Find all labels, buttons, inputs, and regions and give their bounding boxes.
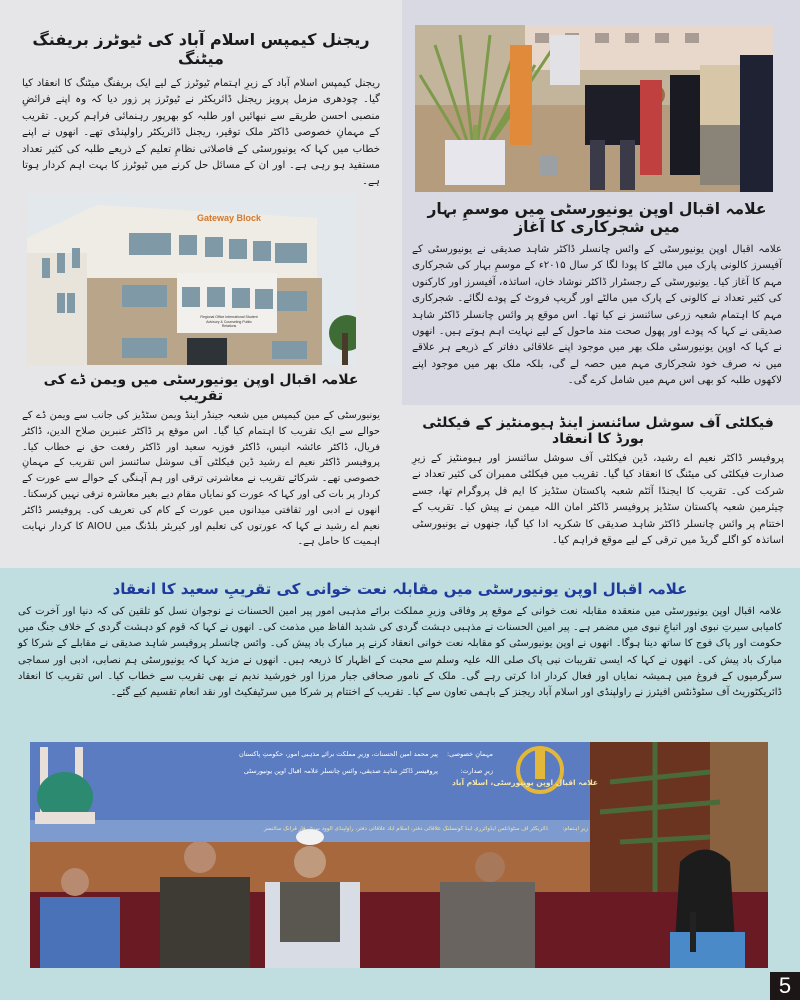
article-title: علامہ اقبال اوپن یونیورسٹی میں ویمن ڈے کی تقریب [43,372,359,404]
article-body: ریجنل کیمپس اسلام آباد کے زیرِ اہتمام ٹیوٹرز کے لیے ایک بریفنگ میٹنگ کا انعقاد کیا گیا۔ چودھری مزمل پرویز ریجنل ڈائریکٹر نے ٹیوٹرز پر زور دیا کہ وہ اپنے فرائضِ منصبی احسن طریقے سے نبھائیں اور طلبہ کو بھرپور رہنمائی فراہم کریں۔ تقریب کے مہمانِ خصوصی ڈاکٹر ملک توقیر، ریجنل ڈائریکٹر راولپنڈی تھے۔ انھوں نے اپنے خطاب میں کہا کہ یونیورسٹی کے فاصلاتی نظامِ تعلیم کے ذریعے طلبہ کی کثیر تعداد مستفید ہو رہی ہے۔ اور ان کے مسائل حل کرنے میں ٹیوٹرز کا بہت اہم کردار ہوتا ہے۔ [22,78,380,188]
article-title: ریجنل کیمپس اسلام آباد کی ٹیوٹرز بریفنگ میٹنگ [32,30,370,68]
building-illustration [27,193,356,365]
article-body: پروفیسر ڈاکٹر نعیم اے رشید، ڈین فیکلٹی آف سوشل سائنسز اور ہیومنٹیز کے زیرِ صدارت فیکلٹی کی میٹنگ کا انعقاد کیا گیا۔ تقریب میں فیکلٹی ممبران کی کثیر تعداد نے شرکت کی۔ تقریب کا ایجنڈا آئٹم شعبہ پاکستان سٹڈیز کا ایم فل پروگرام تھا، جسے چیئرمین شعبہ پاکستان سٹڈیز پروفیسر ڈاکٹر امان اللہ میمن نے پیش کیا۔ تقریب کے اختتام پر وائس چانسلر ڈاکٹر شاہد صدیقی کا شکریہ ادا کیا گیا، جنھوں نے یونیورسٹی اساتذہ کو اگلے گریڈ میں ترقی کے لیے موقع فراہم کیا۔ [412,453,784,547]
article-tree-plantation [412,200,782,390]
event-illustration [30,742,768,968]
article-tutors-meeting [22,30,380,191]
naat-event-photo [30,742,768,968]
article-body: علامہ اقبال اوپن یونیورسٹی کے وائس چانسلر ڈاکٹر شاہد صدیقی نے یونیورسٹی کے آفیسرز کالونی پارک میں مالٹے کا پودا لگا کر سال ۲۰۱۵ء کے موسمِ بہار کی شجرکاری مہم کا آغاز کیا۔ یونیورسٹی کے رجسٹرار ڈاکٹر نوشاد خان، اساتذہ، آفیسرز اور کارکنوں کی کثیر تعداد نے کالونی کے پارک میں مالٹے اور گریپ فروٹ کے پودے لگائے۔ شجرکاری مہم کا اہتمام شعبہ زرعی سائنسز نے کیا تھا۔ اس موقع پر وائس چانسلر ڈاکٹر شاہد صدیقی نے کہا کہ پودے اور پھول صحت مند ماحول کے لیے نہایت اہم ہوتے ہیں۔ انھوں نے کہا کہ اوپن یونیورسٹی ملک بھر میں موجود اپنے علاقائی دفاتر کے ذریعے ہر علاقے میں نہ صرف خود شجرکاری مہم میں حصہ لے گی، بلکہ ملک بھر میں موجود اپنے لاکھوں طلبہ کو بھی اس مہم میں شامل کرے گی۔ [412,244,782,387]
tree-plantation-illustration [415,25,773,192]
page-number: 5 [770,972,800,1000]
banner-chief-guest: پیر محمد امین الحسنات، وزیرِ مملکت برائے مذہبی امور، حکومتِ پاکستان [238,750,438,758]
article-body: علامہ اقبال اوپن یونیورسٹی میں منعقدہ مقابلہ نعت خوانی کے موقع پر وفاقی وزیرِ مملکت برائے مذہبی امور پیر امین الحسنات نے نوجوان نسل کو تلقین کی کہ دنیا اور آخرت کی کامیابی سیرتِ نبوی اور اتباعِ نبوی میں مضمر ہے۔ پیر امین الحسنات نے مذہبی دہشت گردی کی شدید الفاظ میں مذمت کی۔ انھوں نے کہا کہ قوم کو دہشت گردی کے خلاف جنگ میں حکومت اور پاک فوج کا ساتھ دینا ہوگا۔ انھوں نے اوپن یونیورسٹی کو مقابلہ نعت خوانی انعقاد کرنے پر مبارک باد پیش کی۔ وائس چانسلر پروفیسر شاہد صدیقی نے مقابلے کے شرکا کو مبارک باد پیش کی۔ انھوں نے کہا کہ ایسی تقریبات نبی پاک صلی اللہ علیہ وسلم سے محبت کے اظہار کا ذریعہ ہیں۔ انھوں نے مزید کہا کہ یونیورسٹی ہم نصابی، ادبی اور سماجی سرگرمیوں کے فروغ میں ہمیشہ نمایاں اور فعال کردار ادا کرتی رہے گی۔ ملک کے نامور صحافی جبار مرزا اور خورشید ندیم نے بھی تقریب سے خطاب کیا۔ اس تقریب کا انعقاد ڈائریکٹوریٹ آف سٹوڈنٹس افیئرز نے راولپنڈی اور اسلام آباد ریجنز کے باہمی تعاون سے کیا۔ تقریب کے اختتام پر شرکا میں سرٹیفکیٹ اور نقد انعام تقسیم کیے گئے۔ [18,606,782,699]
banner-presided: پروفیسر ڈاکٹر شاہد صدیقی، وائس چانسلر علامہ اقبال اوپن یونیورسٹی [243,767,438,775]
banner-presided-label: زیرِ صدارت: [460,767,493,775]
building-subsign: Regional Office International Student Advisory & Counseling Public Relations [200,315,258,328]
banner-organized: ڈائریکٹر آف سٹوڈنٹس ایڈوائزری اینڈ کونسلنگ علاقائی دفتر، اسلام آباد علاقائی دفتر، راولپنڈی الوود سینٹر فار قرآنک سائنسز [264,826,548,832]
banner-organized-label: زیرِ اہتمام: [562,826,588,832]
article-body: یونیورسٹی کے مین کیمپس میں شعبہ جینڈر اینڈ ویمن سٹڈیز کی جانب سے ویمن ڈے کے حوالے سے ایک تقریب کا اہتمام کیا گیا۔ اس موقع پر ڈاکٹر عنبرین صلاح الدین، ڈاکٹر فریال، ڈاکٹر عائشہ انیس، ڈاکٹر فوزیہ سعید اور ڈاکٹر رفعت حق نے خطاب کیا۔ پروفیسر ڈاکٹر نعیم اے رشید ڈین فیکلٹی آف سوشل سائنسز اس تقریب کے مہمانِ خصوصی تھے۔ شرکائے تقریب نے معاشرتی ترقی اور ہم آہنگی کے حوالے سے عورت کے کردار پر بات کی اور کہا کہ عورت کو نمایاں مقام دیے بغیر معاشرہ ترقی نہیں کرسکتا۔ انھوں نے ادبی اور ثقافتی میدانوں میں عورت کے کام کی تعریف کی۔ پروفیسر ڈاکٹر نعیم اے رشید نے کہا کہ عورتوں کی تعلیم اور کیریئر بلڈنگ میں AIOU کا کردار نہایت اہمیت کا حامل ہے۔ [22,410,380,548]
banner-chief-guest-label: مہمانِ خصوصی: [446,750,493,758]
article-naat-competition [18,580,782,701]
banner-university: علامہ اقبال اوپن یونیورسٹی، اسلام آباد [451,778,599,787]
article-title: فیکلٹی آف سوشل سائنسز اینڈ ہیومنٹیز کے فیکلٹی بورڈ کا انعقاد [422,415,774,447]
building-sign: Gateway Block [197,213,262,223]
gateway-block-photo [27,193,356,365]
article-title: علامہ اقبال اوپن یونیورسٹی میں مقابلہ نعت خوانی کی تقریبِ سعید کا انعقاد [112,580,688,598]
article-womens-day [22,372,380,550]
tree-plantation-photo [415,25,773,192]
article-faculty-board [412,415,784,549]
article-title: علامہ اقبال اوپن یونیورسٹی میں موسمِ بہار میں شجرکاری کا آغاز [427,200,767,236]
